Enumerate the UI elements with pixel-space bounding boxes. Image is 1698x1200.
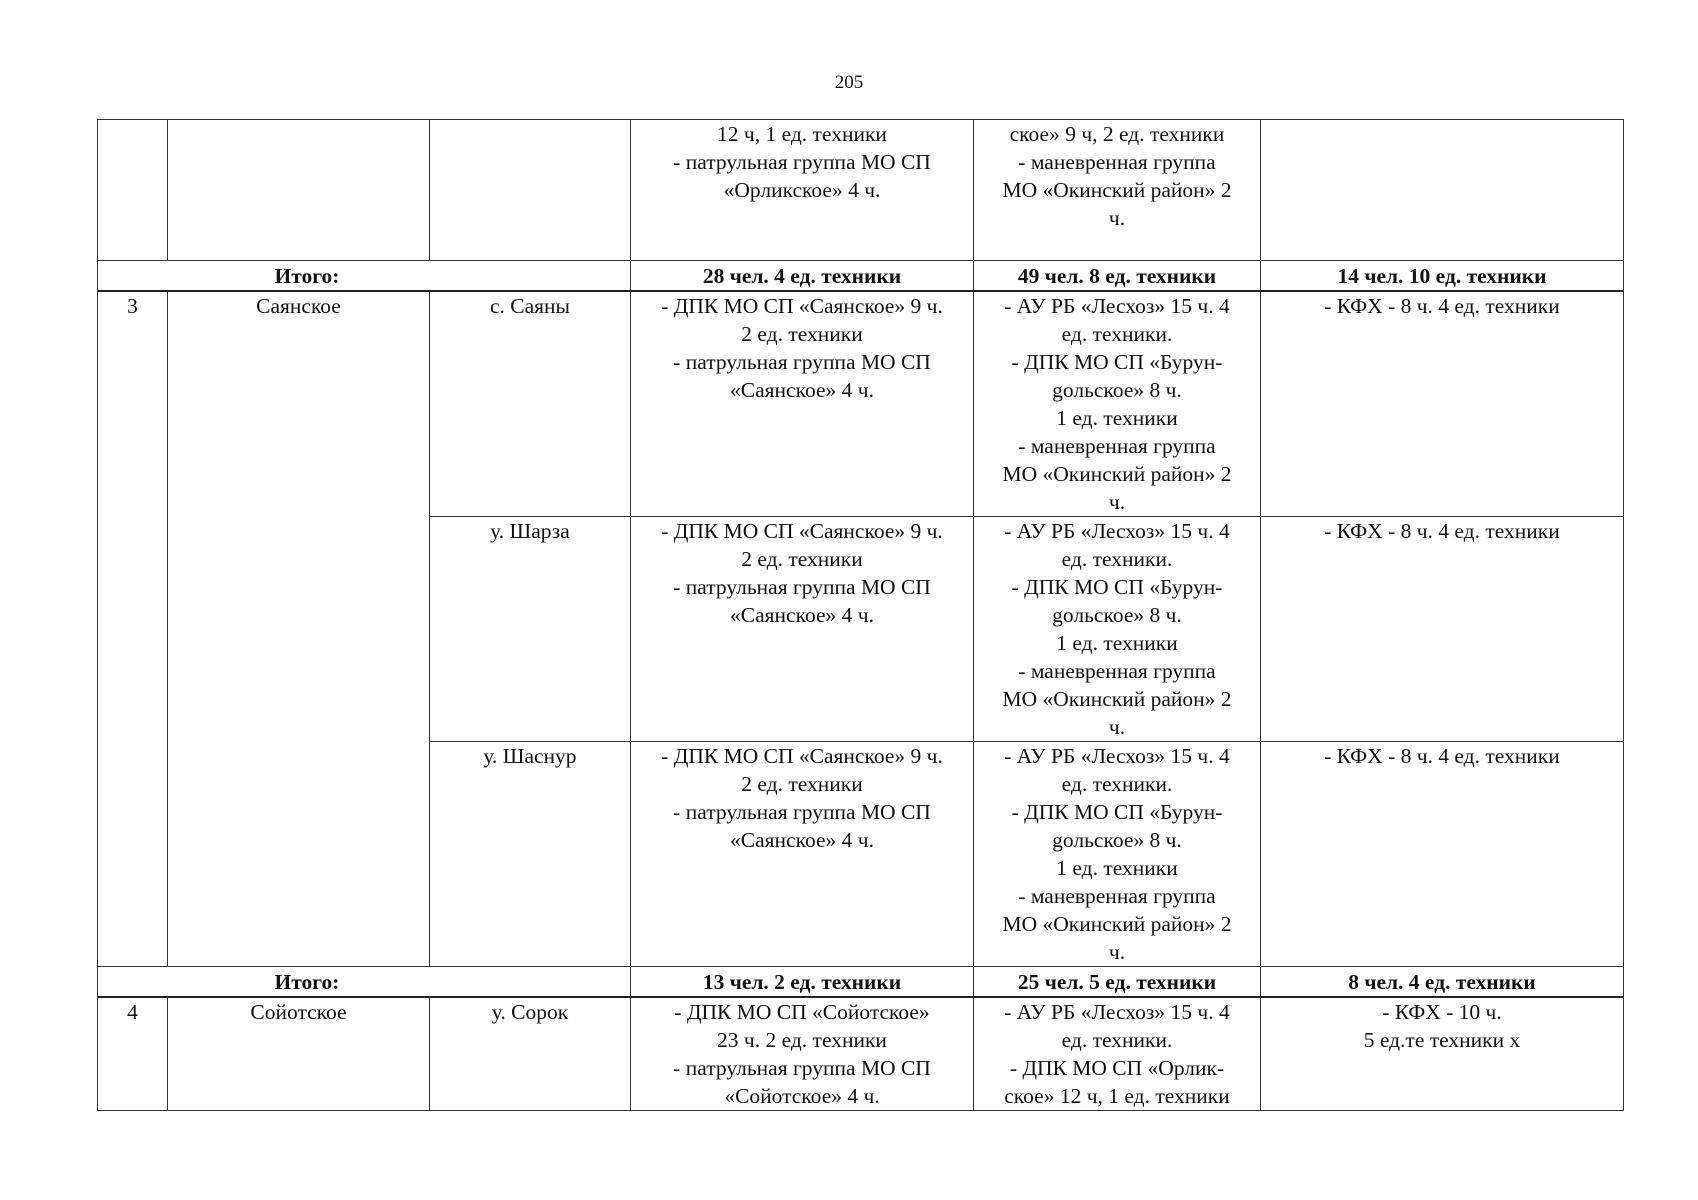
cell-num: 3: [98, 291, 168, 967]
cell-level1: - ДПК МО СП «Саянское» 9 ч. 2 ед. техники - патрульная группа МО СП «Саянское» 4 ч.: [631, 517, 974, 742]
continuation-row: [98, 120, 1624, 261]
cell-level3: [1261, 120, 1624, 261]
cell-place: у. Сорок: [430, 997, 631, 1111]
cell-level3: - КФХ - 8 ч. 4 ед. техники: [1261, 291, 1624, 517]
total-level1: 13 чел. 2 ед. техники: [631, 967, 974, 998]
cell-level3: - КФХ - 10 ч. 5 ед.те техники х: [1261, 997, 1624, 1111]
total-label: Итого:: [98, 967, 631, 998]
cell-level1: - ДПК МО СП «Сойотское» 23 ч. 2 ед. техники - патрульная группа МО СП «Сойотское» 4 ч.: [631, 997, 974, 1111]
cell-level1: 12 ч, 1 ед. техники - патрульная группа МО СП «Орликское» 4 ч.: [631, 120, 974, 261]
total-level2: 25 чел. 5 ед. техники: [974, 967, 1261, 998]
total-level3: 8 чел. 4 ед. техники: [1261, 967, 1624, 998]
total-label: Итого:: [98, 261, 631, 292]
total-level3: 14 чел. 10 ед. техники: [1261, 261, 1624, 292]
cell-name: [168, 120, 430, 261]
cell-level2: - АУ РБ «Лесхоз» 15 ч. 4 ед. техники. - ДПК МО СП «Бурун- gольское» 8 ч. 1 ед. техники - маневренная группа МО «Окинский район» 2 ч.: [974, 517, 1261, 742]
page-number: 205: [834, 72, 864, 93]
cell-place: у. Шарза: [430, 517, 631, 742]
cell-name: Саянское: [168, 291, 430, 967]
total-level1: 28 чел. 4 ед. техники: [631, 261, 974, 292]
total-level2: 49 чел. 8 ед. техники: [974, 261, 1261, 292]
cell-place: у. Шаснур: [430, 742, 631, 967]
cell-num: 4: [98, 997, 168, 1111]
cell-level2: ское» 9 ч, 2 ед. техники - маневренная группа МО «Окинский район» 2 ч.: [974, 120, 1261, 261]
total-row: [98, 967, 1624, 998]
cell-num: [98, 120, 168, 261]
cell-place: [430, 120, 631, 261]
cell-level1: - ДПК МО СП «Саянское» 9 ч. 2 ед. техники - патрульная группа МО СП «Саянское» 4 ч.: [631, 742, 974, 967]
cell-level3: - КФХ - 8 ч. 4 ед. техники: [1261, 742, 1624, 967]
cell-level2: - АУ РБ «Лесхоз» 15 ч. 4 ед. техники. - ДПК МО СП «Орлик- ское» 12 ч, 1 ед. техники: [974, 997, 1261, 1111]
cell-level2: - АУ РБ «Лесхоз» 15 ч. 4 ед. техники. - ДПК МО СП «Бурун- gольское» 8 ч. 1 ед. техники - маневренная группа МО «Окинский район» 2 ч.: [974, 291, 1261, 517]
cell-level1: - ДПК МО СП «Саянское» 9 ч. 2 ед. техники - патрульная группа МО СП «Саянское» 4 ч.: [631, 291, 974, 517]
table-row: [98, 997, 1624, 1111]
cell-level3: - КФХ - 8 ч. 4 ед. техники: [1261, 517, 1624, 742]
cell-name: Сойотское: [168, 997, 430, 1111]
cell-level2: - АУ РБ «Лесхоз» 15 ч. 4 ед. техники. - ДПК МО СП «Бурун- gольское» 8 ч. 1 ед. техники - маневренная группа МО «Окинский район» 2 ч.: [974, 742, 1261, 967]
table-row: [98, 291, 1624, 517]
forces-table: [97, 119, 1624, 1111]
cell-place: с. Саяны: [430, 291, 631, 517]
total-row: [98, 261, 1624, 292]
